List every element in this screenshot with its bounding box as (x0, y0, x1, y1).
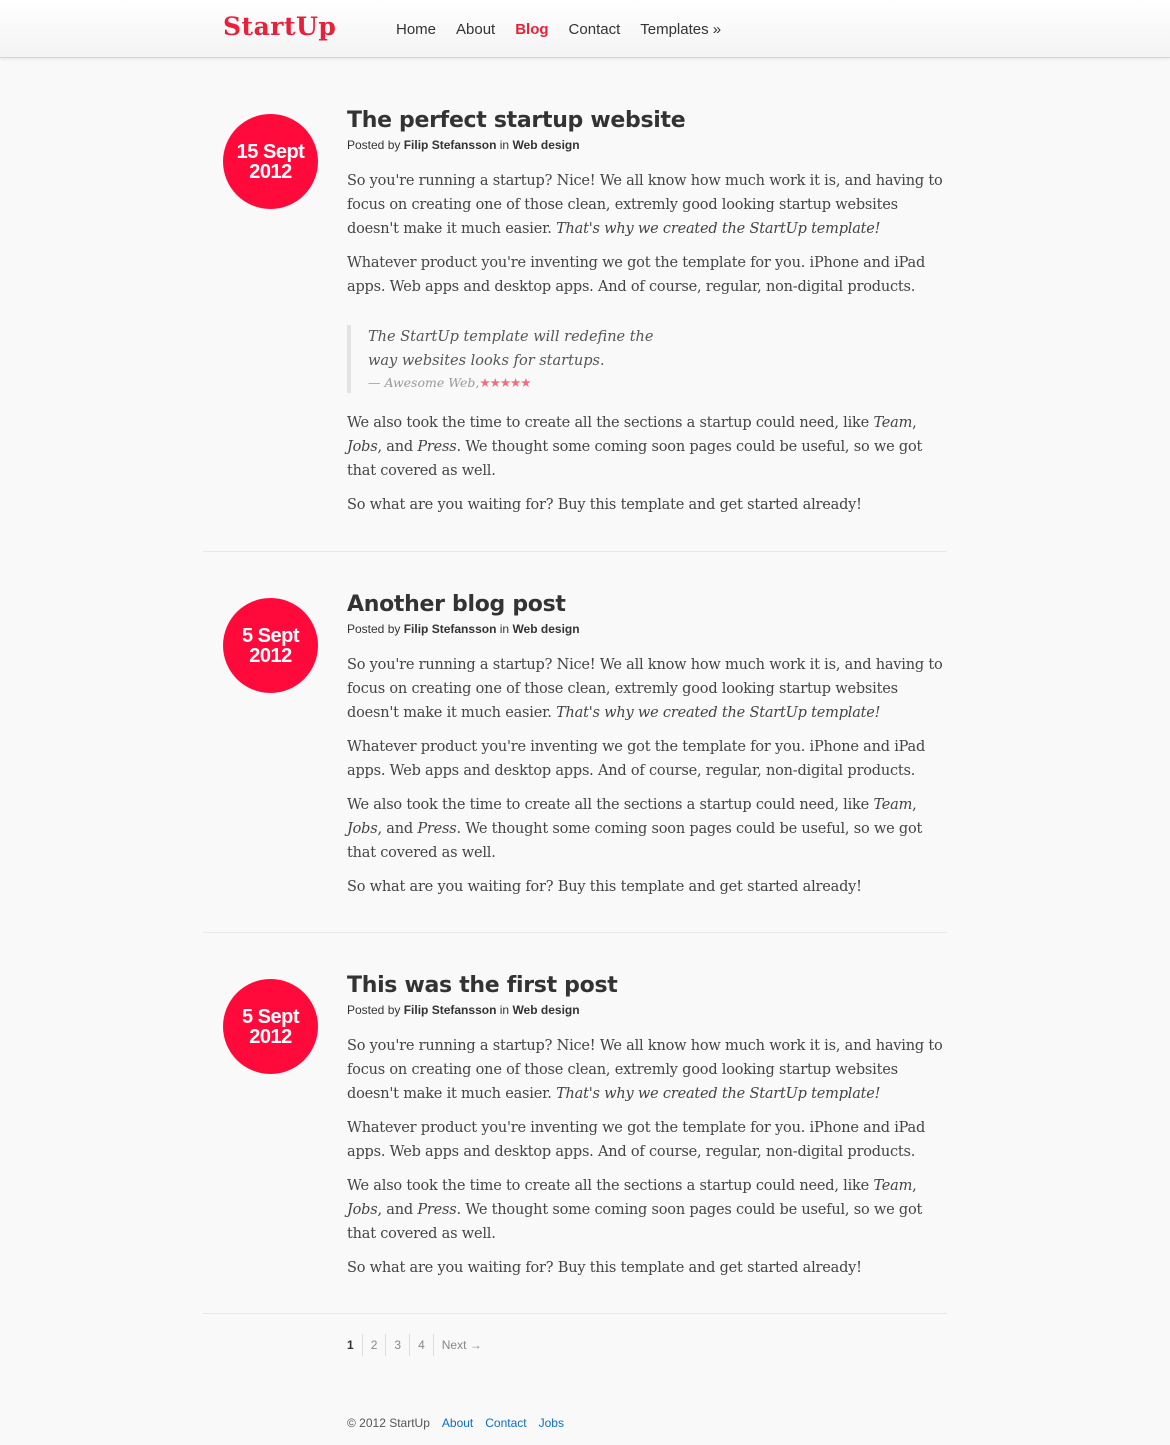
date-year: 2012 (249, 644, 292, 667)
date-year: 2012 (249, 1025, 292, 1048)
post-paragraph (347, 1034, 947, 1106)
nav-templates[interactable]: Templates » (640, 21, 722, 38)
page-2[interactable]: 2 (362, 1334, 386, 1356)
star-rating-icon: ★★★★★ (479, 375, 531, 390)
post-body (347, 973, 947, 1290)
page-3[interactable]: 3 (385, 1334, 409, 1356)
emphasis-team: Team (873, 415, 913, 431)
emphasis-jobs: Jobs (347, 439, 378, 455)
quote-attribution: — Awesome Web, (368, 375, 480, 390)
post-author[interactable]: Filip Stefansson (403, 1003, 497, 1017)
post-author[interactable]: Filip Stefansson (403, 622, 497, 636)
date-day: 5 Sept (241, 624, 300, 647)
next-page-link[interactable]: Next → (433, 1334, 490, 1356)
date-year: 2012 (249, 160, 292, 183)
post-paragraph (347, 653, 947, 725)
post-paragraph: Whatever product you're inventing we got the template for you. iPhone and iPad apps. Web apps and desktop apps. And of course, regular, non-digital products. (347, 739, 926, 779)
post-paragraph: We also took the time to create all the sections a startup could need, like Team, Jobs, and Press. We thought some coming soon pages could be useful, so we got that covered as well. (347, 797, 923, 861)
nav-blog[interactable]: Blog (515, 21, 549, 38)
paragraph-emphasis: That's why we created the StartUp template! (556, 1086, 881, 1102)
paragraph-text: , and (377, 1202, 413, 1218)
nav-home[interactable]: Home (396, 21, 437, 38)
post-divider (203, 932, 947, 933)
date-day: 5 Sept (241, 1005, 300, 1028)
meta-prefix: Posted by (347, 622, 401, 636)
post-body (347, 592, 947, 909)
quote-text: The StartUp template will redefine the way websites looks for startups. (368, 329, 654, 369)
post-title[interactable]: This was the first post (347, 973, 618, 998)
post-meta (347, 621, 947, 637)
post-category[interactable]: Web design (512, 622, 580, 636)
paragraph-text: . We thought some coming soon pages could be useful, so we got that covered as well. (347, 439, 923, 479)
post-category[interactable]: Web design (512, 1003, 580, 1017)
paragraph-text: . We thought some coming soon pages could be useful, so we got that covered as well. (347, 1202, 923, 1242)
paragraph-emphasis: That's why we created the StartUp template! (556, 705, 881, 721)
paragraph-text: So you're running a startup? Nice! We all know how much work it is, and having to focus on creating one of those clean, extremly good looking startup websites doesn't make it much easier. (347, 1038, 943, 1102)
meta-in: in (499, 622, 510, 636)
post-title[interactable]: Another blog post (347, 592, 566, 617)
emphasis-jobs: Jobs (347, 821, 378, 837)
page-1[interactable]: 1 (347, 1338, 354, 1352)
post-divider (203, 1313, 947, 1314)
paragraph-text: We also took the time to create all the sections a startup could need, like (347, 415, 870, 431)
post-paragraph: We also took the time to create all the sections a startup could need, like Team, Jobs, and Press. We thought some coming soon pages could be useful, so we got that covered as well. (347, 415, 923, 479)
meta-in: in (499, 138, 510, 152)
post-meta (347, 137, 947, 153)
meta-prefix: Posted by (347, 1003, 401, 1017)
post-paragraph: So what are you waiting for? Buy this template and get started already! (347, 879, 862, 895)
paragraph-emphasis: That's why we created the StartUp template! (556, 221, 881, 237)
date-day: 15 Sept (236, 140, 305, 163)
date-badge (223, 114, 318, 209)
post-paragraph: We also took the time to create all the sections a startup could need, like Team, Jobs, and Press. We thought some coming soon pages could be useful, so we got that covered as well. (347, 1178, 923, 1242)
copyright: © 2012 StartUp (347, 1416, 430, 1430)
emphasis-press: Press (417, 821, 457, 837)
emphasis-press: Press (417, 439, 457, 455)
post-meta (347, 1002, 947, 1018)
footer (347, 1416, 564, 1430)
main-nav (396, 20, 741, 40)
brand-logo[interactable]: StartUp (223, 12, 337, 41)
paragraph-text: So you're running a startup? Nice! We all know how much work it is, and having to focus on creating one of those clean, extremly good looking startup websites doesn't make it much easier. (347, 657, 943, 721)
blockquote (347, 325, 947, 393)
date-badge (223, 979, 318, 1074)
paragraph-text: We also took the time to create all the sections a startup could need, like (347, 1178, 870, 1194)
paragraph-text: We also took the time to create all the sections a startup could need, like (347, 797, 870, 813)
paragraph-text: So you're running a startup? Nice! We all know how much work it is, and having to focus on creating one of those clean, extremly good looking startup websites doesn't make it much easier. (347, 173, 943, 237)
post-title[interactable]: The perfect startup website (347, 108, 686, 133)
pagination (347, 1334, 490, 1356)
page-4[interactable]: 4 (409, 1334, 433, 1356)
nav-contact[interactable]: Contact (568, 21, 621, 38)
emphasis-press: Press (417, 1202, 457, 1218)
post-paragraph (347, 169, 947, 241)
emphasis-team: Team (873, 797, 913, 813)
post-body (347, 108, 947, 527)
navbar (0, 0, 1170, 58)
post-paragraph: Whatever product you're inventing we got the template for you. iPhone and iPad apps. Web apps and desktop apps. And of course, regular, non-digital products. (347, 255, 926, 295)
meta-prefix: Posted by (347, 138, 401, 152)
paragraph-text: , and (377, 821, 413, 837)
post-author[interactable]: Filip Stefansson (403, 138, 497, 152)
post-paragraph: So what are you waiting for? Buy this template and get started already! (347, 1260, 862, 1276)
paragraph-text: , and (377, 439, 413, 455)
post-divider (203, 551, 947, 552)
meta-in: in (499, 1003, 510, 1017)
emphasis-jobs: Jobs (347, 1202, 378, 1218)
emphasis-team: Team (873, 1178, 913, 1194)
footer-link-jobs[interactable]: Jobs (538, 1416, 564, 1430)
quote-source (368, 373, 947, 393)
footer-link-about[interactable]: About (441, 1416, 474, 1430)
post-category[interactable]: Web design (512, 138, 580, 152)
footer-link-contact[interactable]: Contact (485, 1416, 527, 1430)
date-badge (223, 598, 318, 693)
paragraph-text: . We thought some coming soon pages could be useful, so we got that covered as well. (347, 821, 923, 861)
nav-about[interactable]: About (456, 21, 496, 38)
post-paragraph: Whatever product you're inventing we got the template for you. iPhone and iPad apps. Web apps and desktop apps. And of course, regular, non-digital products. (347, 1120, 926, 1160)
post-paragraph: So what are you waiting for? Buy this template and get started already! (347, 497, 862, 513)
